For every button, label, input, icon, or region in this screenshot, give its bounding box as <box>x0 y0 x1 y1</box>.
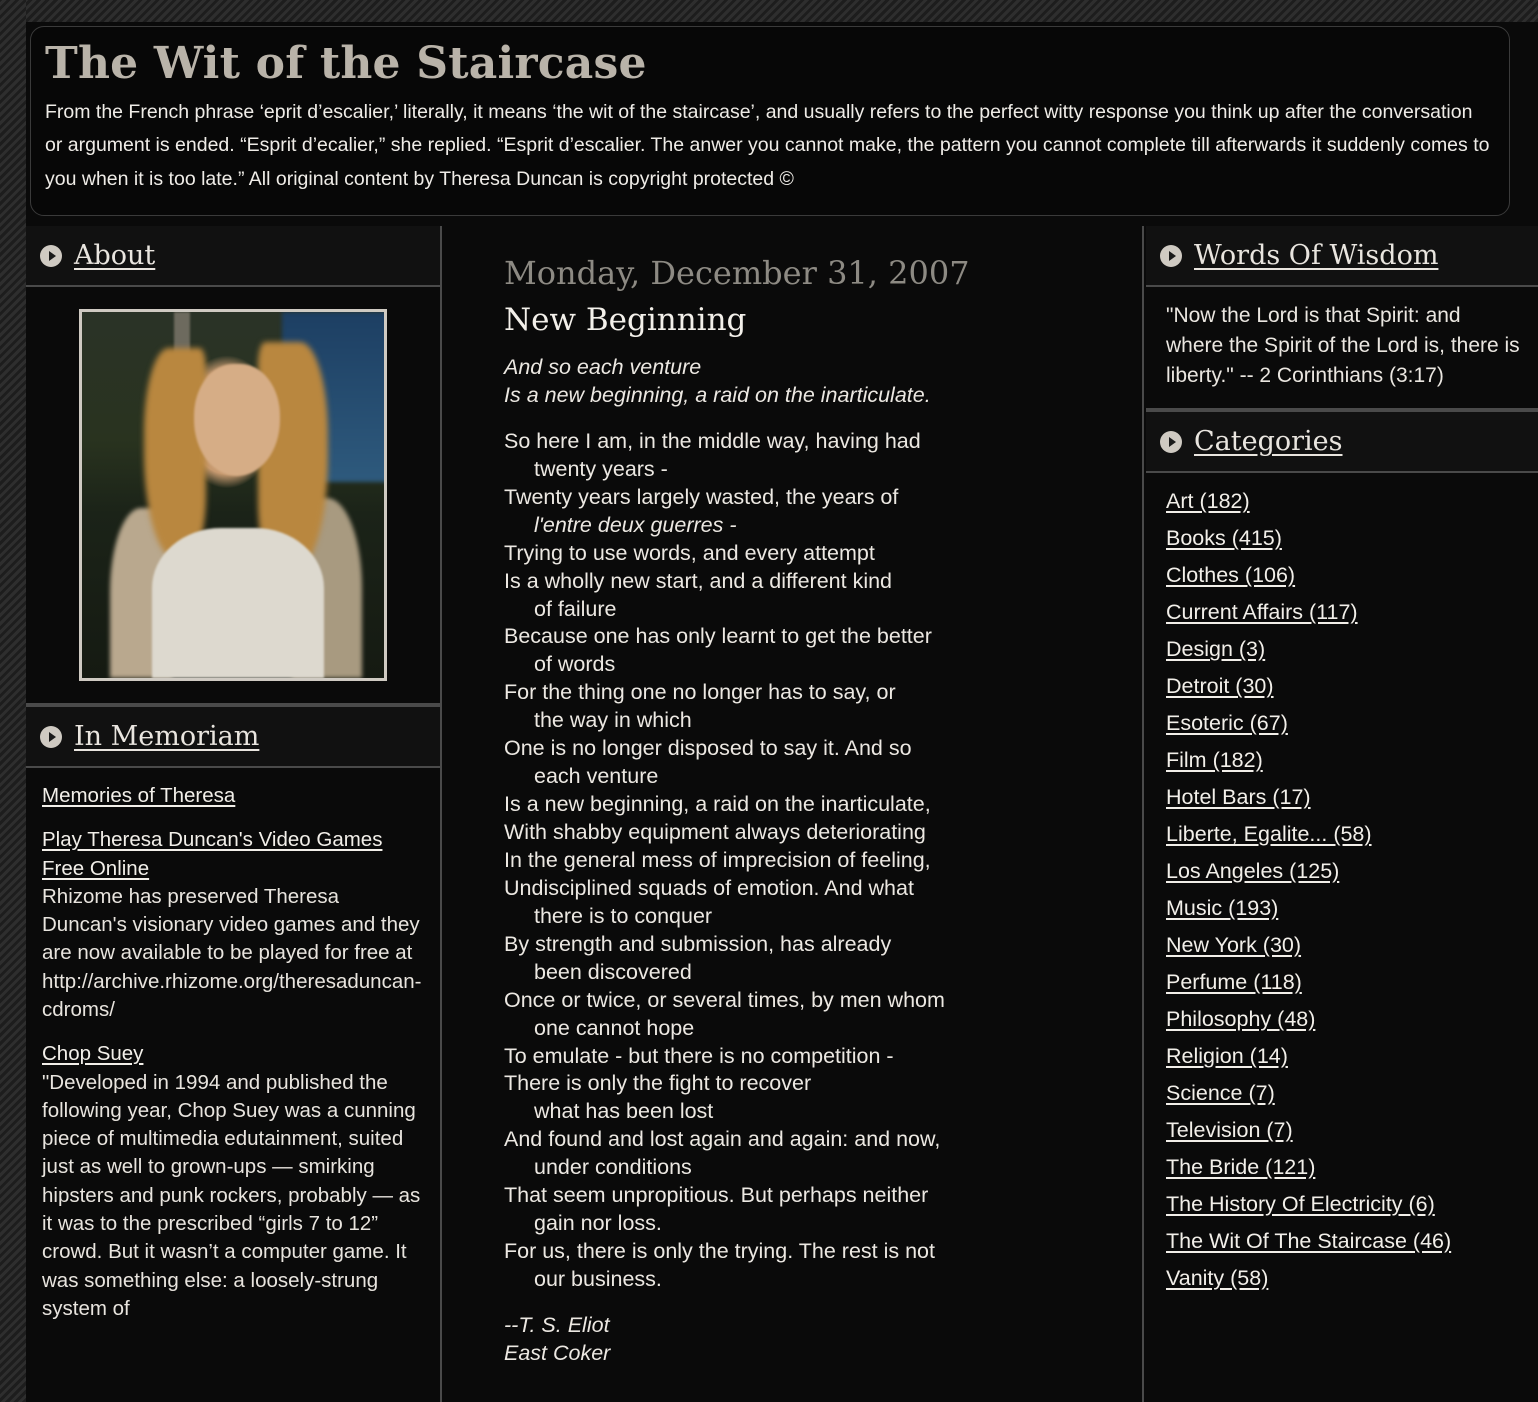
poem-line: Trying to use words, and every attempt <box>504 540 875 565</box>
poem-line: twenty years - <box>534 456 668 481</box>
category-link[interactable]: Religion (14) <box>1166 1043 1288 1068</box>
portrait-face <box>194 364 280 476</box>
poem-line: So here I am, in the middle way, having had <box>504 428 921 453</box>
list-item <box>42 782 424 810</box>
category-link[interactable]: Clothes (106) <box>1166 563 1296 588</box>
poem-line: gain nor loss. <box>534 1211 662 1236</box>
link-play-video-games[interactable]: Play Theresa Duncan's Video Games Free Online <box>42 828 383 880</box>
module-header-in-memoriam <box>26 705 440 768</box>
site-description: From the French phrase ‘eprit d’escalier,’ literally, it means ‘the wit of the staircase’, and usually refers to the perfect witty response you think up after the conversation or argument is ended. “Esprit d’ecalier,” she replied. “Esprit d’escalier. The anwer you cannot make, the pattern you cannot complete till afterwards it suddenly comes to you when it is too late.” All original content by Theresa Duncan is copyright protected © <box>45 100 1490 190</box>
words-of-wisdom-quote: "Now the Lord is that Spirit: and where the Spirit of the Lord is, there is liberty." -- 2 Corinthians (3:17) <box>1146 287 1538 410</box>
page-top-texture <box>0 0 1538 22</box>
category-link[interactable]: Music (193) <box>1166 896 1279 921</box>
content-columns <box>26 226 1538 1402</box>
poem-line: of failure <box>534 596 617 621</box>
poem-line: One is no longer disposed to say it. And so <box>504 736 912 761</box>
poem-line: our business. <box>534 1267 662 1291</box>
sidebar-left <box>26 226 442 1402</box>
poem-line: Because one has only learnt to get the better <box>504 624 932 649</box>
portrait-hair-left <box>144 348 206 558</box>
poem-line: With shabby equipment always deteriorating <box>504 820 926 844</box>
category-link[interactable]: Perfume (118) <box>1166 970 1302 995</box>
signature-work: East Coker <box>504 1340 611 1365</box>
link-memories-of-theresa[interactable]: Memories of Theresa <box>42 784 236 807</box>
category-link[interactable]: Liberte, Egalite... (58) <box>1166 822 1372 847</box>
poem-signature <box>504 1312 1122 1368</box>
poem-line: Is a new beginning, a raid on the inarticulate, <box>504 792 931 817</box>
category-list <box>1146 473 1538 1306</box>
post-date: Monday, December 31, 2007 <box>504 254 970 292</box>
portrait-torso <box>152 528 324 678</box>
module-title-in-memoriam: In Memoriam <box>74 721 260 752</box>
category-link[interactable]: Philosophy (48) <box>1166 1007 1316 1031</box>
in-memoriam-body <box>26 768 440 1351</box>
entry-text-chop-suey: "Developed in 1994 and published the following year, Chop Suey was a cunning piece of multimedia edutainment, suited just as well to grown-ups — smirking hipsters and punk rockers, probably — as it was to the prescribed “girls 7 to 12” crowd. But it wasn’t a computer game. It was something else: a loosely-strung system of <box>42 1070 421 1320</box>
poem-line: been discovered <box>534 959 692 984</box>
category-link[interactable]: The History Of Electricity (6) <box>1166 1191 1435 1216</box>
poem-line: And found and lost again and again: and now, <box>504 1127 941 1152</box>
category-link[interactable]: Art (182) <box>1166 489 1250 514</box>
module-title-words-of-wisdom: Words Of Wisdom <box>1194 240 1439 271</box>
module-title-about: About <box>74 240 156 271</box>
play-bullet-icon <box>1160 245 1182 267</box>
poem-line: the way in which <box>534 708 692 733</box>
site-header <box>30 26 1510 216</box>
category-link[interactable]: Los Angeles (125) <box>1166 859 1340 884</box>
poem-line: There is only the fight to recover <box>504 1071 812 1096</box>
post-body <box>504 354 1122 1368</box>
category-link[interactable]: The Bride (121) <box>1166 1154 1316 1179</box>
poem-line: one cannot hope <box>534 1015 695 1040</box>
module-title-categories: Categories <box>1194 426 1343 458</box>
list-item <box>42 826 424 1024</box>
category-link[interactable]: Film (182) <box>1166 748 1263 773</box>
category-link[interactable]: Television (7) <box>1166 1117 1293 1142</box>
category-link[interactable]: Books (415) <box>1166 526 1282 551</box>
poem-epigraph-line: And so each venture <box>504 355 702 379</box>
poem-line: To emulate - but there is no competition - <box>504 1043 894 1068</box>
poem-line: Undisciplined squads of emotion. And what <box>504 875 914 900</box>
page-left-texture <box>0 0 26 1402</box>
main-post-column <box>444 226 1144 1402</box>
module-header-words-of-wisdom <box>1146 226 1538 287</box>
category-link[interactable]: New York (30) <box>1166 933 1302 958</box>
site-title: The Wit of the Staircase <box>45 38 647 89</box>
signature-author: --T. S. Eliot <box>504 1312 610 1337</box>
list-item <box>42 1040 424 1323</box>
category-link[interactable]: Science (7) <box>1166 1080 1275 1105</box>
module-header-about <box>26 226 440 287</box>
poem-line: For the thing one no longer has to say, or <box>504 680 896 705</box>
category-link[interactable]: Esoteric (67) <box>1166 711 1288 736</box>
category-link[interactable]: Vanity (58) <box>1166 1265 1269 1290</box>
poem-line: of words <box>534 652 616 677</box>
poem-line: For us, there is only the trying. The rest is not <box>504 1239 935 1264</box>
poem-line: each venture <box>534 764 659 789</box>
entry-text-video-games: Rhizome has preserved Theresa Duncan's visionary video games and they are now available to be played for free at http://archive.rhizome.org/theresaduncan-cdroms/ <box>42 884 422 1021</box>
category-link[interactable]: Hotel Bars (17) <box>1166 785 1311 810</box>
poem-lines <box>504 428 1122 1294</box>
poem-line: l'entre deux guerres - <box>534 512 737 537</box>
sidebar-right <box>1146 226 1538 1402</box>
poem-line: Once or twice, or several times, by men whom <box>504 987 945 1012</box>
post-title: New Beginning <box>504 302 747 338</box>
about-portrait-wrap <box>26 287 440 705</box>
poem-line: That seem unpropitious. But perhaps neither <box>504 1183 929 1208</box>
link-chop-suey[interactable]: Chop Suey <box>42 1042 144 1066</box>
module-header-categories <box>1146 410 1538 473</box>
poem-line: what has been lost <box>534 1099 714 1124</box>
poem-line: By strength and submission, has already <box>504 931 892 956</box>
poem-line: Twenty years largely wasted, the years of <box>504 484 899 509</box>
play-bullet-icon <box>1160 431 1182 453</box>
poem-line: under conditions <box>534 1155 692 1180</box>
play-bullet-icon <box>40 245 62 267</box>
poem-line: In the general mess of imprecision of feeling, <box>504 847 931 872</box>
category-link[interactable]: Current Affairs (117) <box>1166 600 1358 625</box>
poem-epigraph <box>504 354 1122 410</box>
category-link[interactable]: Detroit (30) <box>1166 674 1274 699</box>
play-bullet-icon <box>40 726 62 748</box>
poem-line: Is a wholly new start, and a different kind <box>504 568 893 593</box>
portrait-image <box>79 309 387 681</box>
category-link[interactable]: The Wit Of The Staircase (46) <box>1166 1228 1452 1253</box>
category-link[interactable]: Design (3) <box>1166 637 1266 662</box>
poem-epigraph-line: Is a new beginning, a raid on the inarticulate. <box>504 382 931 407</box>
poem-line: there is to conquer <box>534 903 713 928</box>
